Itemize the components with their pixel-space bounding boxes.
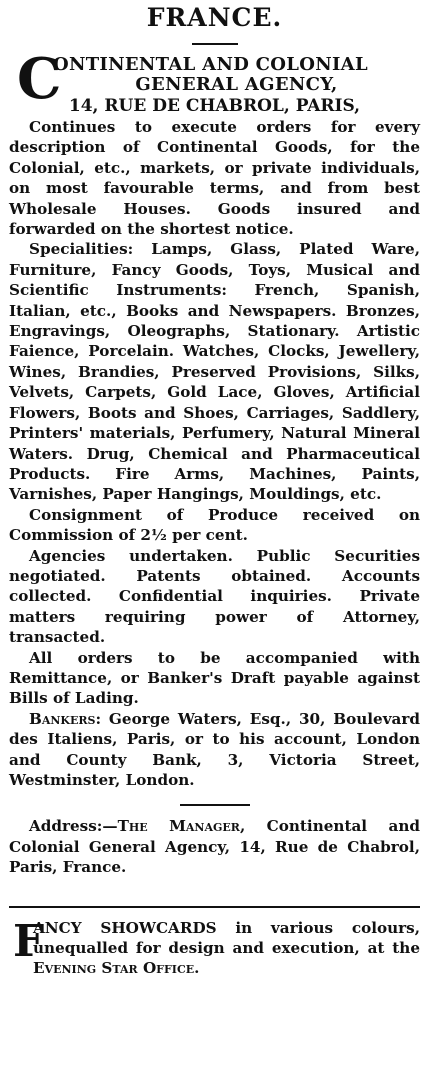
newspaper-clipping	[0, 2, 428, 1081]
section-heading: FRANCE.	[146, 3, 283, 32]
para-consignment: Consignment of Produce received on Commission of 2½ per cent.	[9, 505, 420, 545]
showcards-rest: in various colours, unequalled for design and execution, at the	[33, 918, 420, 958]
ad-title-line2: GENERAL AGENCY,	[135, 74, 338, 95]
divider	[180, 804, 250, 806]
showcards-text	[33, 918, 420, 979]
para-specialities: Specialities: Lamps, Glass, Plated Ware, Furniture, Fancy Goods, Toys, Musical and Scientific Instruments: French, Spanish, Italian, etc., Books and Newspapers. Bronzes, Engravings, Oleographs, Stationary. Artistic Faience, Porcelain. Watches, Clocks, Jewellery, Wines, Brandies, Preserved Provisions, Silks, Velvets, Carpets, Gold Lace, Gloves, Artificial Flowers, Boots and Shoes, Carriages, Saddlery, Printers' materials, Perfumery, Natural Mineral Waters. Drug, Chemical and Pharmaceutical Products. Fire Arms, Machines, Paints, Varnishes, Paper Hangings, Mouldings, etc.	[9, 240, 420, 504]
para-intro: Continues to execute orders for every description of Continental Goods, for the Colonial, etc., markets, or private individuals, on most favourable terms, and from best Wholesale Houses. Goods insured and forwarded on the shortest notice.	[9, 118, 420, 239]
divider	[192, 43, 238, 45]
ad-address-heading: 14, RUE DE CHABROL, PARIS,	[68, 96, 361, 116]
para-address	[9, 816, 420, 877]
showcards-advertisement	[9, 915, 420, 979]
bankers-label: Bankers:	[29, 709, 102, 728]
para-agencies: Agencies undertaken. Public Securities negotiated. Patents obtained. Accounts collected. Confidential inquiries. Private matters requiring power of Attorney, transacted.	[9, 546, 420, 647]
bankers-text: George Waters, Esq., 30, Boulevard des Italiens, Paris, or to his account, London and County Bank, 3, Victoria Street, Westminster, London.	[9, 709, 420, 789]
address-text: Continental and Colonial General Agency, 14, Rue de Chabrol, Paris, France.	[9, 817, 420, 877]
para-orders: All orders to be accompanied with Remittance, or Banker's Draft payable against Bills of Lading.	[9, 648, 420, 708]
agency-advertisement	[9, 46, 420, 878]
showcards-office: Evening Star Office.	[33, 959, 200, 978]
drop-cap: F	[13, 915, 45, 967]
showcards-lead: ANCY SHOWCARDS	[33, 918, 217, 937]
address-label: Address:—	[29, 817, 118, 836]
ad-title-line1: ONTINENTAL AND COLONIAL	[53, 54, 368, 75]
para-bankers	[9, 709, 420, 791]
divider	[9, 906, 420, 908]
address-manager: The Manager,	[117, 817, 246, 836]
drop-cap: C	[17, 46, 62, 112]
